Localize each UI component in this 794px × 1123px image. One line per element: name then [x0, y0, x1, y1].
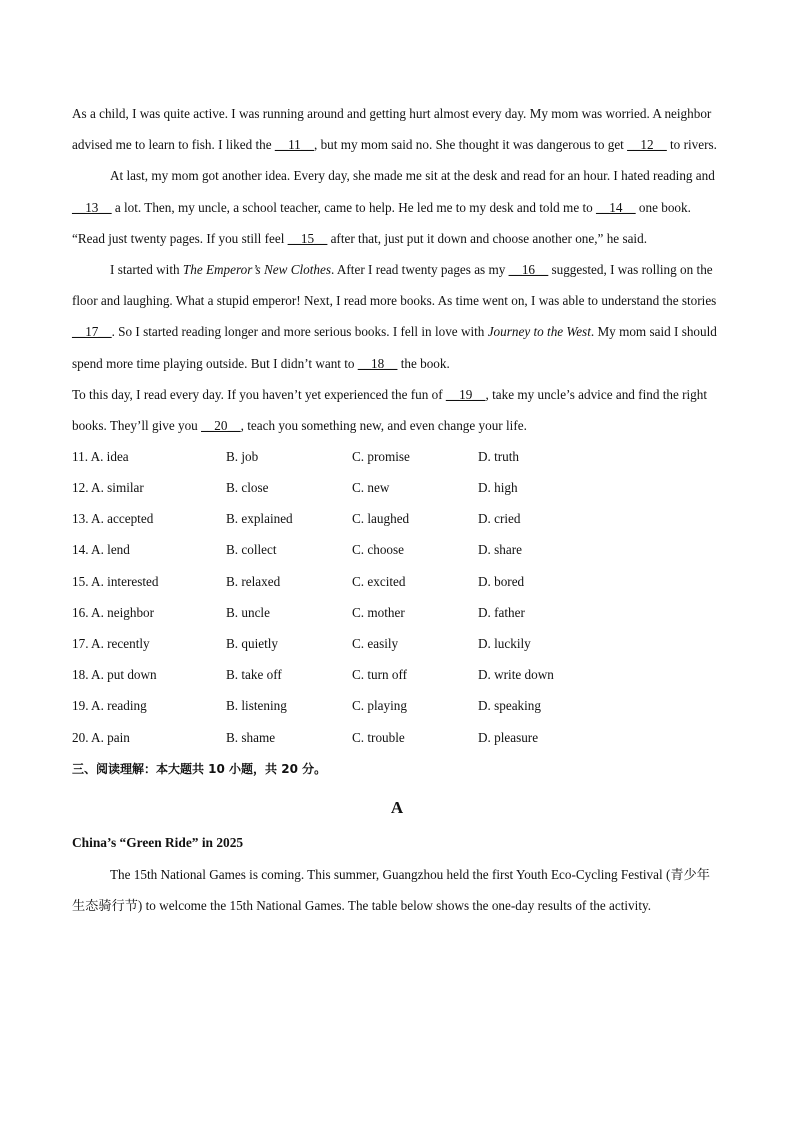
- option-b: B. shame: [226, 729, 276, 745]
- passage-paragraph-2: [72, 160, 722, 254]
- option-d: D. pleasure: [478, 729, 539, 745]
- option-c: C. choose: [352, 542, 405, 558]
- option-b: B. take off: [226, 667, 282, 683]
- option-d: D. high: [478, 480, 518, 496]
- option-c: C. new: [352, 480, 390, 496]
- option-b: B. relaxed: [226, 573, 281, 589]
- blank-18: __18__: [357, 355, 398, 371]
- option-row: [72, 597, 722, 628]
- book-title: The Emperor’s New Clothes: [182, 262, 332, 278]
- option-d: D. speaking: [478, 698, 541, 714]
- blank-11: __11__: [274, 137, 314, 153]
- passage-text: , take my uncle’s advice and find the right books. They’ll give you: [72, 386, 708, 434]
- option-a: 13. A. accepted: [72, 511, 154, 527]
- passage-text: . After I read twenty pages as my: [331, 262, 509, 278]
- passage-text: after that, just put it down and choose another one,” he said.: [327, 230, 647, 246]
- option-b: B. uncle: [226, 604, 270, 620]
- document-page: [72, 98, 722, 922]
- option-a: 12. A. similar: [72, 480, 144, 496]
- option-b: B. listening: [226, 698, 287, 714]
- option-d: D. father: [478, 604, 525, 620]
- option-b: B. quietly: [226, 635, 279, 651]
- option-a: 17. A. recently: [72, 635, 150, 651]
- blank-19: __19__: [445, 386, 486, 402]
- article-title: China’s “Green Ride” in 2025: [72, 835, 244, 851]
- blank-17: __17__: [72, 324, 112, 340]
- part-letter: A: [390, 798, 404, 818]
- passage-text: I started with: [110, 262, 183, 278]
- passage-paragraph-1: [72, 98, 722, 160]
- passage-text: , teach you something new, and even change your life.: [240, 418, 527, 434]
- passage-text: suggested, I was rolling on the floor and laughing. What a stupid emperor! Next, I read more books. As time went on, I was able to understand the stories: [72, 262, 717, 309]
- blank-15: __15__: [287, 230, 328, 246]
- option-d: D. share: [478, 542, 522, 558]
- passage-text: a lot. Then, my uncle, a school teacher, came to help. He led me to my desk and told me to: [111, 199, 597, 215]
- option-a: 11. A. idea: [72, 448, 129, 464]
- passage-paragraph-4: [72, 379, 722, 441]
- blank-12: __12__: [627, 137, 667, 153]
- blank-13: __13__: [72, 199, 112, 215]
- section-heading: 三、阅读理解：本大题共 10 小题，共 20 分。: [72, 762, 327, 777]
- passage-text: To this day, I read every day. If you haven’t yet experienced the fun of: [72, 386, 446, 402]
- blank-16: __16__: [508, 262, 549, 278]
- option-c: C. trouble: [352, 729, 405, 745]
- option-c: C. easily: [352, 635, 399, 651]
- option-a: 15. A. interested: [72, 573, 159, 589]
- blank-20: __20__: [201, 418, 241, 434]
- option-row: [72, 628, 722, 659]
- option-a: 20. A. pain: [72, 729, 130, 745]
- passage-text: the book.: [397, 355, 450, 371]
- option-a: 19. A. reading: [72, 698, 147, 714]
- option-row: [72, 504, 722, 535]
- passage-paragraph-3: [72, 254, 722, 379]
- option-b: B. collect: [226, 542, 277, 558]
- blank-14: __14__: [596, 199, 636, 215]
- option-a: 18. A. put down: [72, 667, 157, 683]
- option-row: [72, 472, 722, 503]
- article-paragraph: The 15th National Games is coming. This summer, Guangzhou held the first Youth Eco-Cycling Festival (青少年生态骑行节) to welcome the 15th National Games. The table below shows the one-day results of the activity.: [72, 867, 710, 914]
- passage-text: . So I started reading longer and more serious books. I fell in love with: [111, 324, 488, 340]
- option-b: B. close: [226, 480, 269, 496]
- option-d: D. cried: [478, 511, 521, 527]
- option-d: D. luckily: [478, 635, 531, 651]
- option-c: C. excited: [352, 573, 406, 589]
- option-d: D. truth: [478, 448, 520, 464]
- book-title: Journey to the West: [487, 324, 591, 340]
- option-d: D. write down: [478, 667, 554, 683]
- option-c: C. laughed: [352, 511, 410, 527]
- option-c: C. mother: [352, 604, 405, 620]
- option-a: 14. A. lend: [72, 542, 130, 558]
- option-c: C. playing: [352, 698, 407, 714]
- answer-options: [72, 441, 722, 753]
- passage-text: At last, my mom got another idea. Every day, she made me sit at the desk and read for an hour. I hated reading and: [110, 168, 715, 184]
- option-b: B. job: [226, 448, 259, 464]
- passage-text: , but my mom said no. She thought it was dangerous to get: [313, 137, 628, 153]
- option-c: C. promise: [352, 448, 410, 464]
- passage-text: As a child, I was quite active. I was running around and getting hurt almost every day. My mom was worried. A neighbor advised me to learn to fish. I liked the: [72, 106, 712, 153]
- passage-text: one book. “Read just twenty pages. If you still feel: [72, 199, 691, 246]
- option-row: [72, 566, 722, 597]
- option-row: [72, 722, 722, 753]
- option-a: 16. A. neighbor: [72, 604, 155, 620]
- option-c: C. turn off: [352, 667, 408, 683]
- option-row: [72, 691, 722, 722]
- option-d: D. bored: [478, 573, 525, 589]
- passage-text: to rivers.: [666, 137, 717, 153]
- option-row: [72, 441, 722, 472]
- option-row: [72, 660, 722, 691]
- passage-text: . My mom said I should spend more time playing outside. But I didn’t want to: [72, 324, 717, 371]
- option-row: [72, 535, 722, 566]
- option-b: B. explained: [226, 511, 293, 527]
